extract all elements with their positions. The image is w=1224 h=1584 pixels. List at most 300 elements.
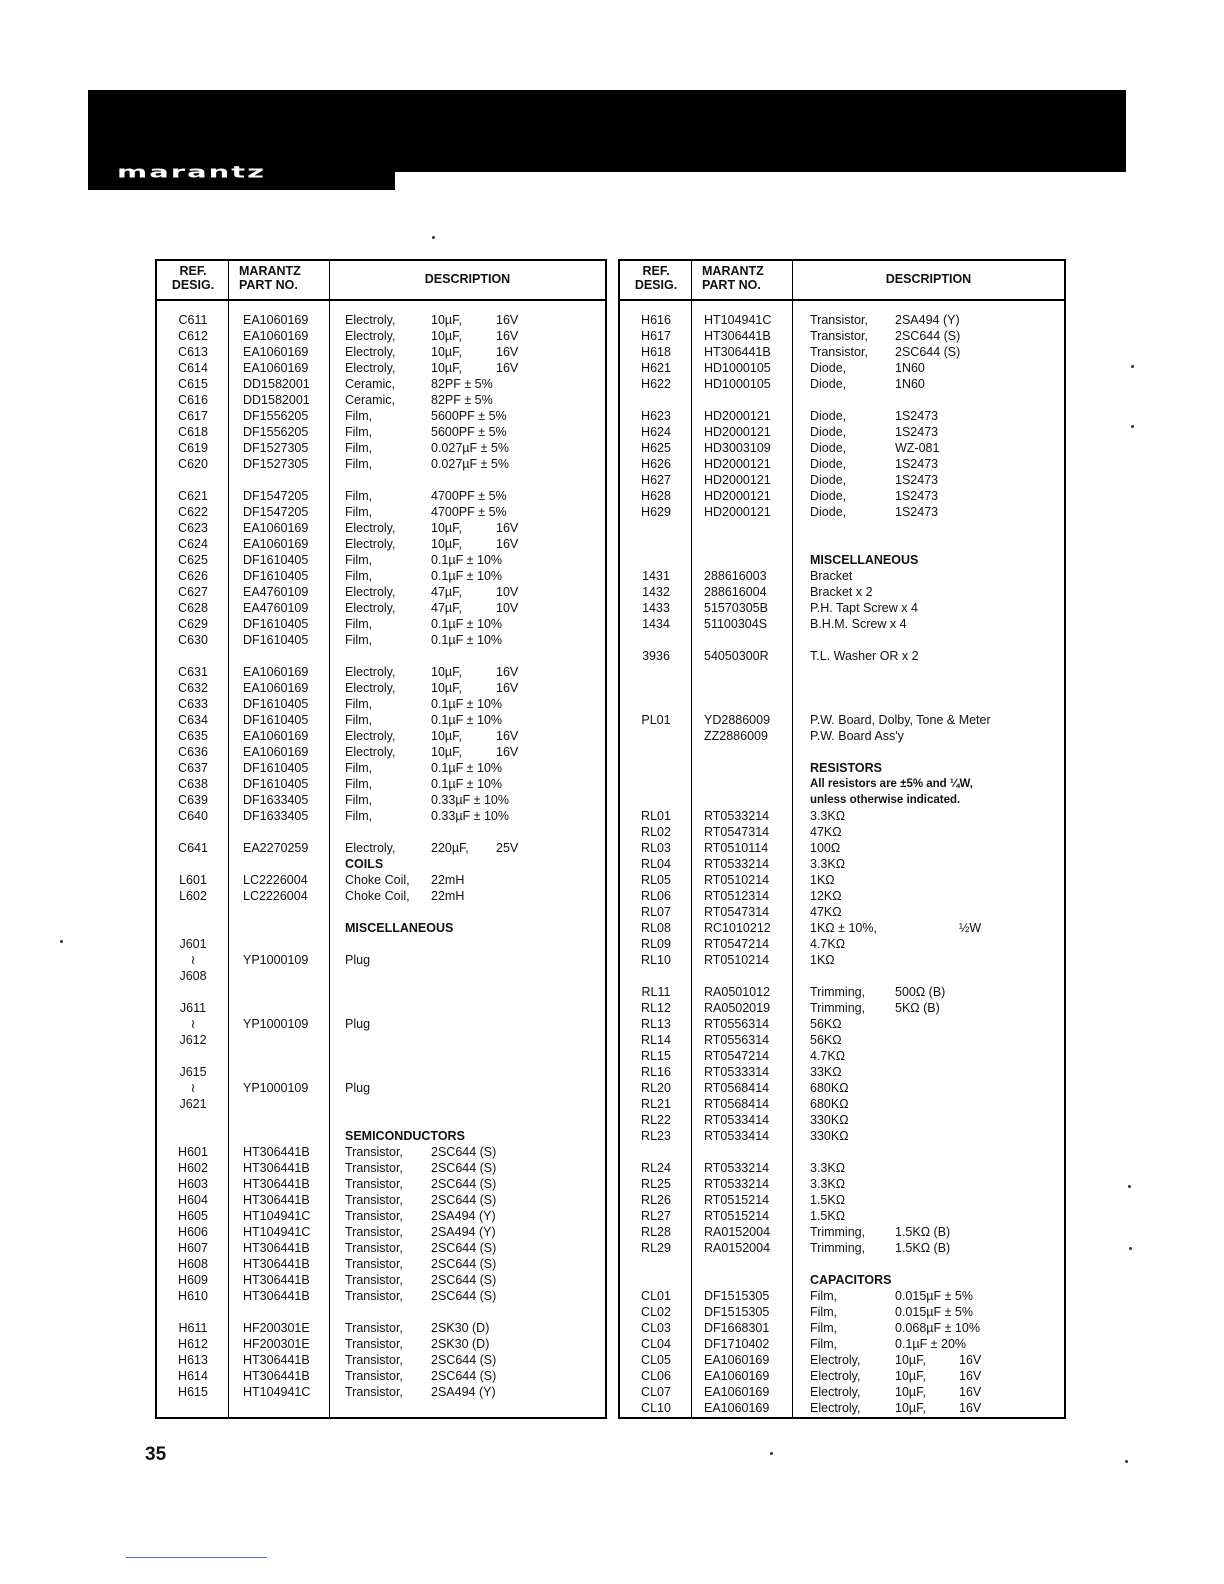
value-cell: 2SK30 (D) (431, 1337, 490, 1351)
ref-desig-cell: C618 (178, 425, 208, 439)
scan-speck (1125, 1460, 1128, 1463)
description-cell: 4.7KΩ (810, 937, 846, 951)
table-row (157, 1256, 605, 1272)
description-cell: Diode, (810, 425, 847, 439)
part-no-cell: RT0556314 (704, 1033, 770, 1047)
description-cell: Film, (810, 1337, 838, 1351)
part-no-cell: HD3003109 (704, 441, 771, 455)
part-no-cell: RT0568414 (704, 1081, 770, 1095)
value-cell: 1S2473 (895, 473, 939, 487)
description-cell: Transistor, (345, 1161, 403, 1175)
description-cell: P.H. Tapt Screw x 4 (810, 601, 918, 615)
ref-desig-cell: H602 (178, 1161, 208, 1175)
table-row (620, 1000, 1064, 1016)
description-cell: Electroly, (810, 1353, 861, 1367)
ref-desig-cell: RL16 (641, 1065, 671, 1079)
ref-desig-cell: H628 (641, 489, 671, 503)
ref-desig-cell: C640 (178, 809, 208, 823)
table-row (157, 472, 605, 488)
table-row (620, 1304, 1064, 1320)
part-no-cell: DF1610405 (243, 617, 309, 631)
description-cell: Plug (345, 1017, 371, 1031)
ref-desig-cell: ≀ (190, 1081, 196, 1095)
ref-desig-header: REF. DESIG. (171, 264, 215, 292)
table-row (620, 1048, 1064, 1064)
ref-desig-cell: CL01 (641, 1289, 671, 1303)
value-cell: 10µF, (431, 345, 462, 359)
value-cell: 4700PF ± 5% (431, 505, 507, 519)
table-row (620, 520, 1064, 536)
ref-desig-cell: C612 (178, 329, 208, 343)
description-cell: Film, (345, 713, 373, 727)
part-no-cell: RT0510214 (704, 873, 770, 887)
table-body (157, 312, 605, 1400)
part-no-cell: HD1000105 (704, 377, 771, 391)
table-row (157, 984, 605, 1000)
description-cell: Electroly, (345, 841, 396, 855)
value-cell: 0.1µF ± 10% (431, 633, 503, 647)
table-row (620, 1160, 1064, 1176)
table-row (620, 888, 1064, 904)
value-cell: 2SK30 (D) (431, 1321, 490, 1335)
description-cell: Diode, (810, 505, 847, 519)
table-row (157, 760, 605, 776)
table-row (620, 1352, 1064, 1368)
table-row (620, 664, 1064, 680)
part-no-cell: DF1610405 (243, 553, 309, 567)
ref-desig-cell: H629 (641, 505, 671, 519)
value-cell: 500Ω (B) (895, 985, 946, 999)
part-no-header: MARANTZ PART NO. (239, 264, 301, 292)
table-row (620, 360, 1064, 376)
ref-desig-cell: RL07 (641, 905, 671, 919)
ref-desig-cell: 3936 (642, 649, 670, 663)
value-cell: 2SC644 (S) (431, 1161, 497, 1175)
value-cell: 0.015µF ± 5% (895, 1305, 973, 1319)
table-body (620, 312, 1064, 1416)
ref-desig-cell: J601 (179, 937, 207, 951)
part-no-cell: RT0568414 (704, 1097, 770, 1111)
page-number: 35 (145, 1444, 167, 1465)
part-no-cell: EA1060169 (243, 665, 309, 679)
description-cell: Transistor, (345, 1177, 403, 1191)
ref-desig-cell: CL04 (641, 1337, 671, 1351)
description-cell: Ceramic, (345, 377, 396, 391)
part-no-cell: EA1060169 (243, 521, 309, 535)
value-cell: 2SC644 (S) (431, 1353, 497, 1367)
table-row (620, 1400, 1064, 1416)
table-row (157, 712, 605, 728)
part-no-cell: RT0547314 (704, 905, 770, 919)
value-cell: 2SA494 (Y) (895, 313, 960, 327)
ref-desig-cell: 1433 (642, 601, 670, 615)
table-row (157, 424, 605, 440)
ref-desig-cell: C639 (178, 793, 208, 807)
part-no-cell: DF1668301 (704, 1321, 770, 1335)
part-no-cell: HT104941C (704, 313, 772, 327)
table-row (620, 904, 1064, 920)
ref-desig-cell: RL01 (641, 809, 671, 823)
parts-table-right (618, 259, 1066, 1419)
ref-desig-cell: C615 (178, 377, 208, 391)
description-cell: Bracket (810, 569, 853, 583)
ref-desig-cell: C623 (178, 521, 208, 535)
ref-desig-cell: C616 (178, 393, 208, 407)
ref-desig-cell: C634 (178, 713, 208, 727)
part-no-cell: LC2226004 (243, 889, 308, 903)
part-no-cell: RT0547214 (704, 937, 770, 951)
table-row (620, 1016, 1064, 1032)
ref-desig-cell: RL10 (641, 953, 671, 967)
ref-desig-cell: H606 (178, 1225, 208, 1239)
description-cell: Trimming, (810, 1001, 866, 1015)
value-cell: 2SC644 (S) (895, 329, 961, 343)
part-no-cell: RT0533314 (704, 1065, 770, 1079)
table-row (620, 616, 1064, 632)
ref-desig-cell: H616 (641, 313, 671, 327)
table-row (620, 984, 1064, 1000)
description-cell: Film, (345, 697, 373, 711)
scan-speck (1128, 1185, 1131, 1188)
table-row (620, 936, 1064, 952)
table-row (620, 632, 1064, 648)
part-no-cell: HD2000121 (704, 505, 771, 519)
table-row (157, 680, 605, 696)
description-cell: Film, (345, 441, 373, 455)
part-no-cell: DF1527305 (243, 441, 309, 455)
value-cell: 2SC644 (S) (895, 345, 961, 359)
table-row (620, 1192, 1064, 1208)
part-no-cell: RT0533214 (704, 809, 770, 823)
description-cell: MISCELLANEOUS (345, 921, 454, 935)
part-no-cell: EA1060169 (243, 537, 309, 551)
description-cell: Transistor, (345, 1353, 403, 1367)
ref-desig-cell: C617 (178, 409, 208, 423)
value-cell: 10µF, (895, 1385, 926, 1399)
rating-cell: 16V (496, 345, 519, 359)
value-cell: 5KΩ (B) (895, 1001, 940, 1015)
part-no-cell: DF1610405 (243, 633, 309, 647)
table-row (620, 952, 1064, 968)
part-no-cell: HF200301E (243, 1337, 310, 1351)
table-row (620, 600, 1064, 616)
ref-desig-cell: RL12 (641, 1001, 671, 1015)
part-no-cell: DF1547205 (243, 505, 309, 519)
description-cell: Transistor, (345, 1369, 403, 1383)
part-no-cell: DD1582001 (243, 393, 310, 407)
value-cell: 0.1µF ± 10% (431, 617, 503, 631)
ref-desig-cell: J615 (179, 1065, 207, 1079)
part-no-cell: 51100304S (704, 617, 768, 631)
table-row (157, 600, 605, 616)
part-no-header: MARANTZ PART NO. (702, 264, 764, 292)
table-row (620, 1208, 1064, 1224)
ref-desig-cell: H609 (178, 1273, 208, 1287)
rating-cell: 16V (496, 329, 519, 343)
value-cell: 1S2473 (895, 409, 939, 423)
table-row (157, 376, 605, 392)
table-row (157, 1384, 605, 1400)
rating-cell: 10V (496, 585, 519, 599)
part-no-cell: DF1610405 (243, 713, 309, 727)
part-no-cell: YD2886009 (704, 713, 771, 727)
part-no-cell: RC1010212 (704, 921, 771, 935)
ref-desig-cell: C636 (178, 745, 208, 759)
ref-desig-cell: L601 (179, 873, 207, 887)
rating-cell: 16V (496, 537, 519, 551)
ref-desig-cell: C641 (178, 841, 208, 855)
description-cell: Film, (345, 569, 373, 583)
value-cell: 5600PF ± 5% (431, 409, 507, 423)
part-no-cell: RT0556314 (704, 1017, 770, 1031)
value-cell: 1.5KΩ (B) (895, 1241, 951, 1255)
table-row (620, 440, 1064, 456)
table-row (620, 424, 1064, 440)
ref-desig-cell: H615 (178, 1385, 208, 1399)
table-row (157, 1368, 605, 1384)
ref-desig-cell: H627 (641, 473, 671, 487)
ref-desig-cell: RL29 (641, 1241, 671, 1255)
table-row (620, 968, 1064, 984)
description-cell: Film, (810, 1321, 838, 1335)
rating-cell: 16V (959, 1353, 982, 1367)
value-cell: 0.1µF ± 10% (431, 697, 503, 711)
ref-desig-header: REF. DESIG. (634, 264, 678, 292)
part-no-cell: EA1060169 (704, 1401, 770, 1415)
description-cell: Diode, (810, 441, 847, 455)
ref-desig-cell: RL20 (641, 1081, 671, 1095)
description-cell: Film, (345, 409, 373, 423)
value-cell: 0.015µF ± 5% (895, 1289, 973, 1303)
part-no-cell: EA1060169 (243, 361, 309, 375)
table-row (157, 1112, 605, 1128)
rating-cell: 16V (496, 313, 519, 327)
table-row (620, 584, 1064, 600)
part-no-cell: HT306441B (243, 1193, 310, 1207)
ref-desig-cell: CL10 (641, 1401, 671, 1415)
table-row (620, 1288, 1064, 1304)
table-row (157, 824, 605, 840)
part-no-cell: DF1515305 (704, 1289, 770, 1303)
ref-desig-cell: CL07 (641, 1385, 671, 1399)
description-cell: Bracket x 2 (810, 585, 873, 599)
part-no-cell: EA4760109 (243, 601, 309, 615)
part-no-cell: HT104941C (243, 1225, 311, 1239)
part-no-cell: RA0152004 (704, 1241, 771, 1255)
description-cell: Transistor, (345, 1209, 403, 1223)
table-row (620, 504, 1064, 520)
table-row (157, 1128, 605, 1144)
table-row (620, 920, 1064, 936)
description-cell: SEMICONDUCTORS (345, 1129, 465, 1143)
ref-desig-cell: C628 (178, 601, 208, 615)
ref-desig-cell: RL09 (641, 937, 671, 951)
value-cell: 0.1µF ± 10% (431, 777, 503, 791)
part-no-cell: DF1556205 (243, 409, 309, 423)
value-cell: 10µF, (431, 729, 462, 743)
ref-desig-cell: H608 (178, 1257, 208, 1271)
ref-desig-cell: RL22 (641, 1113, 671, 1127)
description-header: DESCRIPTION (424, 272, 511, 286)
ref-desig-cell: RL02 (641, 825, 671, 839)
value-cell: 2SC644 (S) (431, 1193, 497, 1207)
table-row (157, 1304, 605, 1320)
description-cell: Electroly, (810, 1401, 861, 1415)
part-no-cell: RT0510214 (704, 953, 770, 967)
value-cell: 47µF, (431, 601, 462, 615)
description-cell: Ceramic, (345, 393, 396, 407)
part-no-cell: RT0512314 (704, 889, 770, 903)
table-row (620, 1224, 1064, 1240)
table-row (157, 1208, 605, 1224)
value-cell: 2SA494 (Y) (431, 1225, 496, 1239)
table-row (157, 1032, 605, 1048)
description-cell: Transistor, (345, 1385, 403, 1399)
description-cell: Film, (345, 793, 373, 807)
ref-desig-cell: RL24 (641, 1161, 671, 1175)
description-cell: 47KΩ (810, 905, 842, 919)
rating-cell: 16V (959, 1401, 982, 1415)
value-cell: 1.5KΩ (B) (895, 1225, 951, 1239)
description-cell: Transistor, (345, 1289, 403, 1303)
value-cell: 2SC644 (S) (431, 1145, 497, 1159)
table-row (157, 792, 605, 808)
part-no-cell: HT104941C (243, 1385, 311, 1399)
description-cell: Electroly, (345, 729, 396, 743)
table-row (157, 1240, 605, 1256)
part-no-cell: YP1000109 (243, 1017, 309, 1031)
table-row (620, 744, 1064, 760)
table-row (620, 1064, 1064, 1080)
part-no-cell: HD2000121 (704, 425, 771, 439)
part-no-cell: EA1060169 (704, 1369, 770, 1383)
table-row (157, 408, 605, 424)
table-row (620, 760, 1064, 776)
table-row (157, 1176, 605, 1192)
table-row (157, 840, 605, 856)
scan-speck (432, 236, 435, 239)
description-cell: Film, (345, 809, 373, 823)
value-cell: 10µF, (895, 1353, 926, 1367)
table-row (620, 392, 1064, 408)
value-cell: 22mH (431, 889, 465, 903)
description-cell: 680KΩ (810, 1081, 849, 1095)
ref-desig-cell: H610 (178, 1289, 208, 1303)
description-cell: Trimming, (810, 1225, 866, 1239)
description-cell: Diode, (810, 377, 847, 391)
part-no-cell: DF1610405 (243, 777, 309, 791)
part-no-cell: RT0547314 (704, 825, 770, 839)
table-row (620, 792, 1064, 808)
table-row (620, 1176, 1064, 1192)
description-cell: 56KΩ (810, 1033, 842, 1047)
table-row (620, 680, 1064, 696)
value-cell: 10µF, (431, 537, 462, 551)
table-row (157, 888, 605, 904)
ref-desig-cell: C613 (178, 345, 208, 359)
table-row (157, 1336, 605, 1352)
value-cell: 5600PF ± 5% (431, 425, 507, 439)
part-no-cell: HD2000121 (704, 489, 771, 503)
description-cell: Choke Coil, (345, 873, 410, 887)
description-cell: Transistor, (810, 313, 868, 327)
ref-desig-cell: J612 (179, 1033, 207, 1047)
table-row (157, 1320, 605, 1336)
rating-cell: 16V (496, 361, 519, 375)
description-cell: Trimming, (810, 1241, 866, 1255)
part-no-cell: EA1060169 (243, 681, 309, 695)
part-no-cell: EA1060169 (704, 1353, 770, 1367)
table-row (157, 360, 605, 376)
table-row (157, 616, 605, 632)
rating-cell: ½W (959, 921, 982, 935)
description-cell: Diode, (810, 409, 847, 423)
ref-desig-cell: CL03 (641, 1321, 671, 1335)
description-cell: 3.3KΩ (810, 1177, 846, 1191)
part-no-cell: DF1633405 (243, 809, 309, 823)
table-row (620, 408, 1064, 424)
table-row (157, 1096, 605, 1112)
ref-desig-cell: C632 (178, 681, 208, 695)
part-no-cell: RT0510114 (704, 841, 769, 855)
table-row (157, 904, 605, 920)
table-row (157, 1352, 605, 1368)
table-row (157, 520, 605, 536)
part-no-cell: RA0152004 (704, 1225, 771, 1239)
description-cell: Transistor, (345, 1145, 403, 1159)
value-cell: 10µF, (895, 1369, 926, 1383)
table-row (157, 968, 605, 984)
description-cell: Electroly, (345, 313, 396, 327)
description-cell: Transistor, (345, 1241, 403, 1255)
rating-cell: 16V (496, 729, 519, 743)
value-cell: 10µF, (431, 681, 462, 695)
description-cell: 100Ω (810, 841, 841, 855)
ref-desig-cell: L602 (179, 889, 207, 903)
table-row (157, 536, 605, 552)
table-row (620, 456, 1064, 472)
ref-desig-cell: RL21 (641, 1097, 671, 1111)
table-row (620, 1256, 1064, 1272)
rating-cell: 16V (959, 1385, 982, 1399)
table-row (157, 952, 605, 968)
part-no-cell: DF1527305 (243, 457, 309, 471)
table-row (157, 1288, 605, 1304)
parts-table-left (155, 259, 607, 1419)
table-row (620, 776, 1064, 792)
value-cell: 0.027µF ± 5% (431, 441, 509, 455)
ref-desig-cell: CL06 (641, 1369, 671, 1383)
part-no-cell: RT0547214 (704, 1049, 770, 1063)
description-cell: 3.3KΩ (810, 1161, 846, 1175)
value-cell: 10µF, (431, 329, 462, 343)
ref-desig-cell: C624 (178, 537, 208, 551)
table-row (620, 808, 1064, 824)
ref-desig-cell: H626 (641, 457, 671, 471)
description-cell: unless otherwise indicated. (810, 794, 961, 806)
value-cell: 2SC644 (S) (431, 1289, 497, 1303)
description-cell: Trimming, (810, 985, 866, 999)
description-cell: 33KΩ (810, 1065, 842, 1079)
table-row (620, 1096, 1064, 1112)
description-cell: 680KΩ (810, 1097, 849, 1111)
table-row (157, 488, 605, 504)
table-row (157, 440, 605, 456)
table-row (157, 744, 605, 760)
value-cell: 0.1µF ± 10% (431, 761, 503, 775)
ref-desig-cell: C629 (178, 617, 208, 631)
table-row (157, 632, 605, 648)
